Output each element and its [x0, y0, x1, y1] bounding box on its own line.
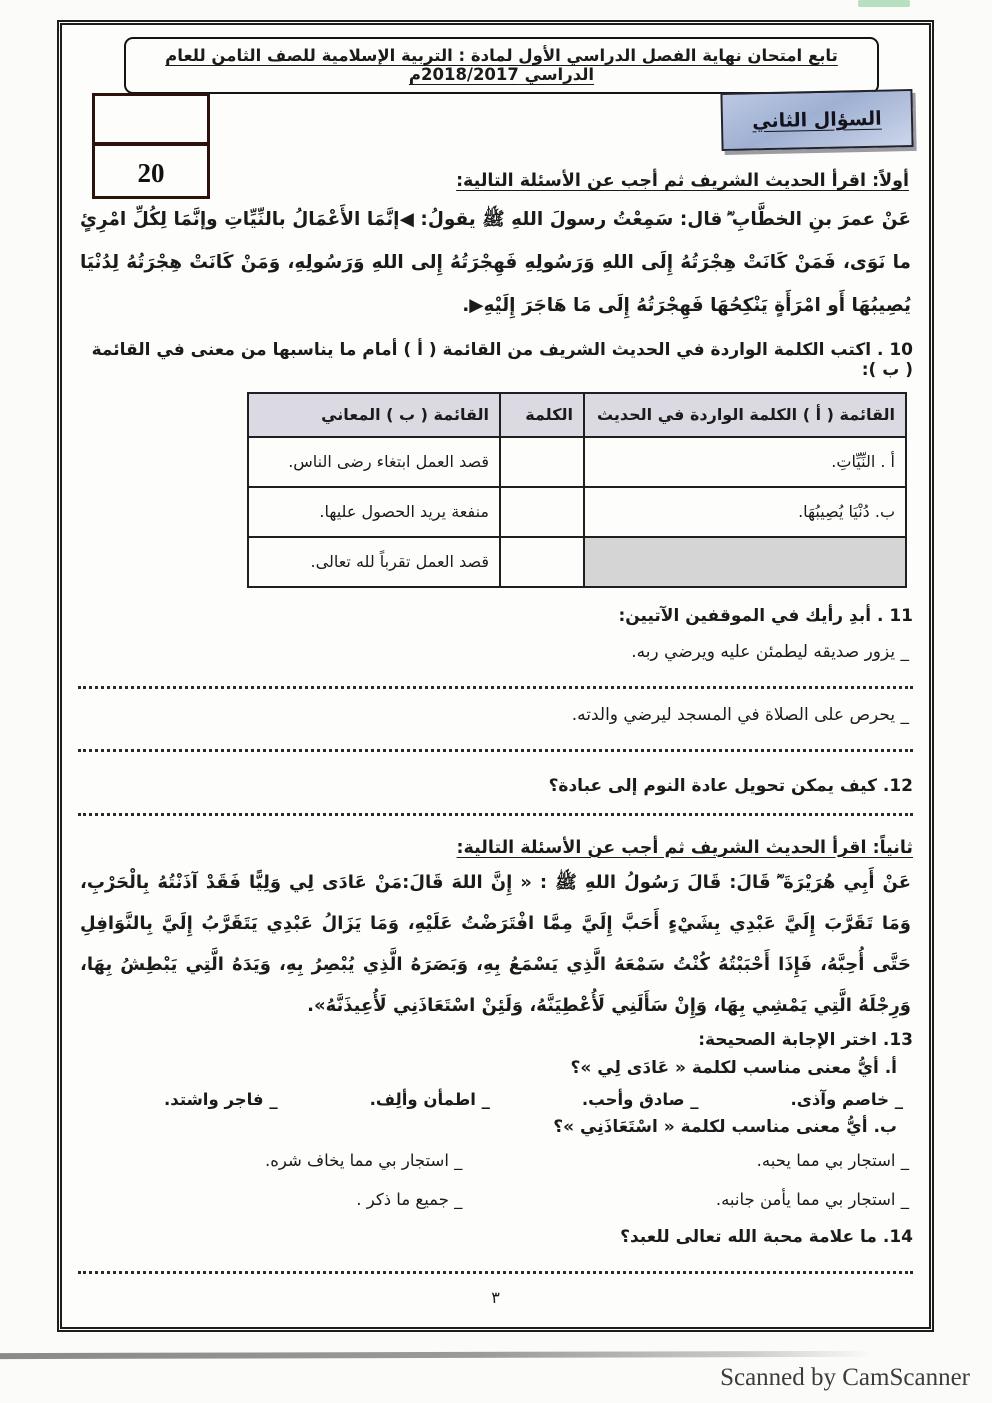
- list-a-cell: ب. دُنْيَا يُصِيبُهَا.: [584, 487, 906, 537]
- option-13b-1[interactable]: _ استجار بي مما يحبه.: [756, 1150, 909, 1170]
- question-10: 10 . اكتب الكلمة الواردة في الحديث الشريف من القائمة ( أ ) أمام ما يناسبها من معنى في القائمة ( ب ):: [91, 339, 913, 380]
- score-box-empty-cell: [95, 96, 207, 146]
- option-13a-2[interactable]: _ صادق وأحب.: [581, 1089, 699, 1109]
- page-number: ٣: [491, 1287, 500, 1307]
- exam-header: [124, 37, 879, 94]
- answer-cell[interactable]: [500, 487, 584, 537]
- question-12: 12. كيف يمكن تحويل عادة النوم إلى عبادة؟: [548, 775, 913, 796]
- question-13a: أ. أيُّ معنى مناسب لكلمة « عَادَى لِي »؟: [570, 1057, 897, 1078]
- table-row: [248, 437, 906, 487]
- table-row: [248, 537, 906, 587]
- table-header-row: [248, 393, 906, 437]
- question-13: 13. اختر الإجابة الصحيحة:: [698, 1029, 913, 1050]
- option-13a-3[interactable]: _ اطمأن وألِف.: [369, 1089, 490, 1109]
- situation-2: _ يحرص على الصلاة في المسجد ليرضي والدته.: [571, 704, 909, 725]
- options-13b: [76, 1151, 915, 1209]
- meaning-cell: قصد العمل ابتغاء رضى الناس.: [248, 437, 500, 487]
- header-list-b: القائمة ( ب ) المعاني: [248, 393, 500, 437]
- hadith2-text: عَنْ أَبِي هُرَيْرَةَ ؓ قَالَ: قَالَ رَسُولُ اللهِ ﷺ : « إِنَّ اللهَ قَالَ:مَنْ عَادَى لِي وَلِيًّا فَقَدْ آذَنْتُهُ بِالْحَرْبِ، وَمَا تَقَرَّبَ إِلَيَّ عَبْدِي بِشَيْءٍ أَحَبَّ إِلَيَّ مِمَّا افْتَرَضْتُ عَلَيْهِ، وَمَا يَزَالُ عَبْدِي يَتَقَرَّبُ إِلَيَّ بِالنَّوَافِلِ حَتَّى أُحِبَّهُ، فَإِذَا أَحْبَبْتُهُ كُنْتُ سَمْعَهُ الَّذِي يَسْمَعُ بِهِ، وَبَصَرَهُ الَّذِي يُبْصِرُ بِهِ، وَيَدَهُ الَّتِي يَبْطِشُ بِهَا، وَرِجْلَهُ الَّتِي يَمْشِي بِهَا، وَإِنْ سَأَلَنِي لَأُعْطِيَنَّهُ، وَلَئِنْ اسْتَعَاذَنِي لَأُعِيذَنَّهُ».: [80, 871, 911, 1016]
- meaning-cell: قصد العمل تقرباً لله تعالى.: [248, 537, 500, 587]
- header-list-a: القائمة ( أ ) الكلمة الواردة في الحديث: [584, 393, 906, 437]
- answer-line[interactable]: [78, 684, 913, 689]
- option-13b-2[interactable]: _ استجار بي مما يخاف شره.: [264, 1150, 463, 1170]
- table-row: [248, 487, 906, 537]
- question-title-text: السؤال الثاني: [752, 107, 882, 133]
- answer-cell[interactable]: [500, 437, 584, 487]
- answer-line[interactable]: [78, 811, 913, 816]
- option-13b-4[interactable]: _ جميع ما ذكر .: [356, 1189, 463, 1209]
- answer-line[interactable]: [78, 747, 913, 752]
- question-13b: ب. أيُّ معنى مناسب لكلمة « اسْتَعَاذَنِي »؟: [553, 1116, 897, 1137]
- list-a-cell: أ . النِّيِّاتِ.: [584, 437, 906, 487]
- option-13a-1[interactable]: _ خاصم وآذى.: [790, 1089, 903, 1109]
- question-11: 11 . أبدِ رأيك في الموقفين الآتيين:: [618, 605, 913, 626]
- option-13b-3[interactable]: _ استجار بي مما يأمن جانبه.: [715, 1189, 909, 1209]
- camscanner-watermark: Scanned by CamScanner: [720, 1364, 970, 1391]
- matching-table: [247, 392, 907, 588]
- hadith1-text: عَنْ عمرَ بنِ الخطَّابِ ؓ قال: سَمِعْتُ رسولَ اللهِ ﷺ يقولُ: ◀إنَّمَا الأَعْمَالُ بالنِّيِّاتِ وإنَّمَا لِكُلِّ امْرِئٍ ما نَوَى، فَمَنْ كَانَتْ هِجْرَتُهُ إِلَى اللهِ وَرَسُولِهِ فَهِجْرَتُهُ إِلى اللهِ وَرَسُولِهِ، وَمَنْ كَانَتْ هِجْرَتُهُ لِدُنْيَا يُصِيبُهَا أَو امْرَأَةٍ يَنْكِحُهَا فَهِجْرَتُهُ إِلَى مَا هَاجَرَ إِلَيْهِ▶.: [80, 209, 911, 316]
- section2-heading: ثانياً: اقرأ الحديث الشريف ثم أجب عن الأسئلة التالية:: [456, 837, 913, 858]
- header-word: الكلمة: [500, 393, 584, 437]
- question-14: 14. ما علامة محبة الله تعالى للعبد؟: [620, 1226, 913, 1247]
- options-13a: [76, 1078, 915, 1109]
- answer-line[interactable]: [78, 1269, 913, 1274]
- scan-shadow: [0, 1351, 872, 1359]
- score-box: [92, 93, 210, 199]
- option-13a-4[interactable]: _ فاجر واشتد.: [164, 1089, 278, 1109]
- section1-heading: أولاً: اقرأ الحديث الشريف ثم أجب عن الأسئلة التالية:: [456, 171, 909, 191]
- situation-1: _ يزور صديقه ليطمئن عليه ويرضي ربه.: [631, 641, 909, 662]
- score-value: 20: [137, 157, 165, 188]
- list-a-cell-shaded: [584, 537, 906, 587]
- meaning-cell: منفعة يريد الحصول عليها.: [248, 487, 500, 537]
- scan-artifact: [858, 0, 910, 7]
- answer-cell[interactable]: [500, 537, 584, 587]
- exam-header-text: تابع امتحان نهاية الفصل الدراسي الأول لمادة : التربية الإسلامية للصف الثامن للعام الدراسي 2018/2017م: [165, 46, 838, 84]
- top-region: [76, 25, 915, 193]
- question-title-box: [720, 89, 913, 151]
- exam-page-frame: [57, 20, 934, 1332]
